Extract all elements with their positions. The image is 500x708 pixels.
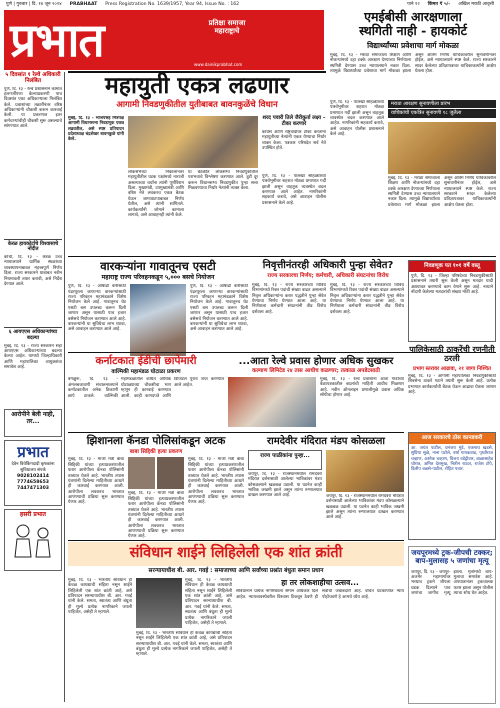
left-promo-logo: प्रभात bbox=[17, 442, 49, 461]
left-promo-sub: देवेन विवेकिंगदादी कृषकांना सुविधालय संपर्क bbox=[11, 462, 55, 473]
masthead bbox=[4, 10, 324, 70]
warkari-subhead: महाराष्ट्र राज्य परिवहनकडून ५,००० बसचे नियोजन bbox=[101, 273, 215, 281]
karnataka-body: बेंगळुरू, दि. १३ - अंमलबजावणी संचालनालयाने कर्नाटकातील अनेक ठिकाणी छापे टाकले. वाल्मिकी महामंडळातील कथित आर्थिक घोटाळ्याच्या चौकशीचा भाग म्हणून ही कारवाई करण्यात आली. काही कागदपत्रे आणि डिजिटल पुरावे जप्त करण्यात आले आहेत. bbox=[68, 377, 224, 399]
main-story bbox=[68, 74, 326, 111]
crowd-photo bbox=[388, 122, 496, 174]
accused-photo-2 bbox=[157, 457, 184, 489]
page-count: पाने १२ bbox=[407, 1, 420, 7]
bottom-subhead: सरन्यायाधीश बी. आर. गवई : समाजाच्या आणि सर्वांच्या प्रश्नांत बंधुता समान प्रधान bbox=[148, 568, 324, 574]
masthead-logo: प्रभात bbox=[10, 13, 104, 67]
right-box-1-body: पुणे, दि. १३ - जिल्हा परिषदेच्या निवडणुकीसाठी प्रशासनाने तयारी सुरू केली असून मतदार यादी अद्ययावत करण्याचे काम वेगाने सुरू आहे. नव्याने नोंदणी केलेल्या मतदारांची संख्या मोठी आहे. bbox=[411, 273, 493, 295]
left-quote: आरोपीने बेली नाही, तर... bbox=[11, 410, 55, 425]
top-bar bbox=[0, 0, 500, 9]
bottom-headline-band bbox=[68, 542, 404, 566]
main-extra-body: पुणे, दि. १३ - पालखी सोहळ्याच्या पार्श्वभूमीवर शहरात मोठ्या प्रमाणात गर्दी झाली असून वाहतूक व्यवस्थेत बदल करण्यात आले आहेत. नागरिकांनी सहकार्य करावे, असे आवाहन पोलीस प्रशासनाने केले आहे. bbox=[262, 174, 326, 206]
ramdev-caption: राज्य पाळीकांना पुन्हा... bbox=[248, 450, 322, 470]
issue-date: पुणे | गुरुवार | दि. १४ जून २०२४ bbox=[6, 1, 62, 7]
main-right-body: या बैठकीत लोकसभा निवडणुकीतील पराभवाचे विश्लेषण करण्यात आले. त्रुटी दूर करून विधानसभा निवडणुकीत पुन्हा सत्ता मिळवण्याचा निर्धार नेत्यांनी व्यक्त केला. bbox=[188, 170, 258, 192]
railway-headline: ...आता रेल्वे प्रवास होणार अधिक सुखकर bbox=[238, 356, 394, 367]
tribute-names: आ. जयंत पाटील, धनंजय मुंडे, एकनाथ खडसे, सुप्रिया सुळे, नाना पटोले, वर्षा गायकवाड, पृथ्वीराज चव्हाण, अशोक चव्हाण, विजय वडेट्टीवार, बाळासाहेब थोरात, अमित देशमुख, नितीन राऊत, राजेश टोपे, दिलीप वळसे-पाटील, रोहित पवार. bbox=[411, 445, 493, 473]
lead-headline-2: स्थगिती नाही - हायकोर्ट bbox=[359, 23, 467, 39]
karnataka-headline: कर्नाटकात ईडीची छापेमारी bbox=[95, 355, 197, 367]
police-body-2: मुंबई, दि. १३ - माजी मंत्री बाबा सिद्दिकी यांच्या हत्याप्रकरणातील फरार आरोपीला कॅनडा पोलिसांनी ताब्यात घेतले आहे. भारतीय तपास यंत्रणांनी दिलेल्या माहितीच्या आधारे ही कारवाई करण्यात आली. आरोपीला लवकरच भारतात आणण्याची प्रक्रिया सुरू करण्यात येणार आहे. bbox=[128, 491, 184, 540]
bottom-right-title: जयपूरमध्ये ट्रक-जीपची टक्कर; बाप-मुलासह ५ जणांचा मृत्यू bbox=[411, 548, 493, 566]
retired-body-2: मुंबई, दि. १३ - राज्य सरकारच्या विविध विभागांमध्ये रिक्त पदांची संख्या वाढत असल्याने निवृत्त अधिकाऱ्यांना करार पद्धतीने पुन्हा सेवेत घेण्याचा निर्णय घेण्यात आला आहे. या निर्णयाला कर्मचारी संघटनांनी तीव्र विरोध दर्शवला आहे. bbox=[330, 282, 404, 315]
left-promo-phone-1: 9028102414 bbox=[17, 474, 49, 480]
main-photo-caption: शरद पवारी तिले जैरीकुर्ता लक्ष्य – टीका करणारे bbox=[262, 115, 326, 127]
train-photo bbox=[228, 377, 316, 427]
accused-photo-1 bbox=[128, 457, 155, 489]
bullet-2: याचिकांची एकत्रित सुनावणी १८ जुलैला bbox=[388, 109, 496, 117]
ramdev-headline: रामदेवीर मंदिरात मंडप कोसळला bbox=[267, 436, 385, 447]
retired-story bbox=[252, 260, 404, 353]
lead-subhead: विद्यार्थ्यांच्या प्रवेशाचा मार्ग मोकळा bbox=[367, 40, 459, 50]
bottom-story-body bbox=[68, 578, 404, 704]
main-body: लोकसभेच्या निकालानंतर महायुतीतील घटक पक्षांमध्ये नाराजी असल्याच्या चर्चांना त्यांनी पूर्णविराम दिला. मुख्यमंत्री, उपमुख्यमंत्री आणि वरिष्ठ नेते लवकरच एकत्र बैठक घेऊन जागावाटपाबाबत निर्णय घेतील, असे त्यांनी सांगितले. कार्यकर्त्यांनी जोमाने कामाला लागावे, असे आवाहनही त्यांनी केले. bbox=[128, 170, 184, 218]
cartoon-drawing bbox=[7, 519, 57, 563]
lead-continued: मुंबई, दि. १३ - मराठा समाजाला शिक्षण आणि नोकऱ्यांमध्ये दहा टक्के आरक्षण देण्याच्या निर्णयाला स्थगिती देण्यास उच्च न्यायालयाने नकार दिला. त्यामुळे विद्यार्थ्यांच्या प्रवेशाचा मार्ग मोकळा झाला असून अंतिम निर्णय याचिकांवरील सुनावणीनंतर होईल, असे न्यायालयाने स्पष्ट केले. राज्य सरकारने सादर केलेल्या प्रतिज्ञापत्रावर याचिकाकर्त्यांनी आक्षेप घेतला होता. bbox=[388, 176, 496, 208]
ramdev-body-1: जयपूर, दि. १३ - राजस्थानमधील रामदेवरा मंदिरात दर्शनासाठी आलेल्या भाविकांवर मंडप कोसळल्याने खळबळ उडाली. या घटनेत काही भाविक जखमी झाले असून त्यांना रुग्णालयात दाखल करण्यात आले आहे. bbox=[248, 472, 322, 499]
railway-body: मुंबई, दि. १३ - रेल्वे प्रवाशांना आता गाडीच्या वेळापत्रकातील बदलांची माहिती आधीच मिळणार आहे. नवीन ऑनलाइन प्रणालीमुळे प्रवास अधिक सोयीचा होणार आहे. bbox=[320, 376, 404, 398]
left-promo-phone-2: 7774658653 bbox=[17, 479, 49, 485]
bottom-right-body: जयपूर, दि. १३ - जयपूर-अजमेर महामार्गावर भरधाव ट्रकने जीपला धडक दिल्याने पाच जणांचा जागीच मृत्यू झाला. मृतांमध्ये बाप-मुलाचा समावेश आहे. अपघातानंतर ट्रकचालक फरार झाला असून पोलीस त्याचा शोध घेत आहेत. bbox=[411, 569, 493, 596]
railway-subhead: कल्याण लिमिटेड २४ तास आधीच कळणार; तत्काळ अपडेटसाठी bbox=[252, 368, 380, 374]
main-intro-text: मुंबई, दि. १३ - भाजपसह मित्रपक्ष आगामी विधानसभा निवडणूक एकत्र लढवतील, असे स्पष्ट प्रतिपादन प्रदेशाध्यक्ष चंद्रशेखर बावनकुळे यांनी केले. bbox=[68, 116, 124, 143]
right-box-1 bbox=[408, 260, 496, 342]
ramdev-body-2: जयपूर, दि. १३ - राजस्थानमधील रामदेवरा मंदिरात दर्शनासाठी आलेल्या भाविकांवर मंडप कोसळल्याने खळबळ उडाली. या घटनेत काही भाविक जखमी झाले असून त्यांना रुग्णालयात दाखल करण्यात आले आहे. bbox=[326, 494, 404, 521]
karnataka-story bbox=[68, 356, 224, 441]
retired-subhead: राज्य सरकारचा निर्णय; कर्मचारी, अधिकारी संघटनांचा विरोध bbox=[267, 273, 389, 279]
left-story3-title: ६ आयएएस अधिकाऱ्यांच्या बदल्या bbox=[8, 329, 58, 341]
warkari-body-1: पुणे, दि. १३ - आषाढी वारीसाठी पंढरपूरला जाणाऱ्या वारकऱ्यांसाठी राज्य परिवहन महामंडळाने विशेष नियोजन केले आहे. गावातूनच थेट एसटी बस उपलब्ध करून दिली जाणार असून यासाठी पाच हजार बसेसचे नियोजन करण्यात आले आहे. वारकऱ्यांनी या सुविधेचा लाभ घ्यावा, असे आवाहन करण्यात आले आहे. bbox=[68, 284, 126, 333]
ramdev-story bbox=[248, 436, 404, 548]
main-photo bbox=[128, 116, 258, 168]
warkari-story bbox=[68, 260, 248, 356]
karnataka-subhead: वाल्मिकी महामंडळ घोटाळा प्रकरण bbox=[111, 368, 181, 375]
bottom-quote-title: हा तर लोकशाहीचा उत्सव... bbox=[281, 578, 359, 587]
paper-name-small: PRABHAAT bbox=[69, 1, 98, 7]
warkari-headline: वारकऱ्यांना गावातूनच एसटी bbox=[100, 259, 216, 273]
tribute-title: आज सरकारचे ठोस कानडकरी bbox=[409, 433, 495, 444]
masthead-website: www.dainikprabhat.com bbox=[194, 62, 243, 67]
bottom-body-3: मुंबई, दि. १३ - भारतीय संविधान ही केवळ कायद्याची संहिता नसून शाईने लिहिलेली एक शांत क्रांती आहे, असे प्रतिपादन सरन्यायाधीश बी. आर. गवई यांनी केले. समता, स्वातंत्र्य आणि बंधुता ही मूल्ये प्रत्येक नागरिकाने जपली पाहिजेत, असेही ते म्हणाले. bbox=[136, 631, 232, 658]
edition-label: अखिल मराठी आवृत्ती bbox=[458, 1, 494, 7]
main-photo-caption-body: काँग्रेस आणि राष्ट्रवादीवर टीका करताना महायुतीच्या नेत्यांनी एकत्र येण्याचा निर्धार व्यक्त केला. पत्रकार परिषदेत सर्व नेते उपस्थित होते. bbox=[262, 129, 326, 152]
bottom-body-2: मुंबई, दि. १३ - भारतीय संविधान ही केवळ कायद्याची संहिता नसून शाईने लिहिलेली एक शांत क्रांती आहे, असे प्रतिपादन सरन्यायाधीश बी. आर. गवई यांनी केले. समता, स्वातंत्र्य आणि बंधुता ही मूल्ये प्रत्येक नागरिकाने जपली पाहिजेत, असेही ते म्हणाले. bbox=[185, 578, 232, 626]
left-story2-title: केरळ हायकोर्टाचे विश्वासाचे नोंदीत bbox=[7, 240, 59, 253]
left-column bbox=[4, 72, 62, 571]
thackeray-box bbox=[408, 346, 496, 428]
police-story bbox=[68, 436, 244, 549]
thackeray-body: मुंबई, दि. १३ - आगामी महापालिका निवडणुकीसाठी शिवसेना ठाकरे गटाने तयारी सुरू केली आहे. प्रत्येक प्रभागात कार्यकर्त्यांची बैठक घेऊन आढावा घेतला जाणार आहे. bbox=[408, 374, 496, 396]
railway-story bbox=[228, 356, 404, 427]
bullet-1: मराठा आरक्षण सुनावणीला प्रारंभ bbox=[388, 100, 496, 108]
temple-photo bbox=[326, 450, 404, 492]
crowd-story-body: पुणे, दि. १३ - पालखी सोहळ्याच्या पार्श्वभूमीवर शहरात मोठ्या प्रमाणात गर्दी झाली असून वाहतूक व्यवस्थेत बदल करण्यात आले आहेत. नागरिकांनी सहकार्य करावे, असे आवाहन पोलीस प्रशासनाने केले आहे. bbox=[330, 100, 384, 138]
warkari-body-2: पुणे, दि. १३ - आषाढी वारीसाठी पंढरपूरला जाणाऱ्या वारकऱ्यांसाठी राज्य परिवहन महामंडळाने विशेष नियोजन केले आहे. गावातूनच थेट एसटी बस उपलब्ध करून दिली जाणार असून यासाठी पाच हजार बसेसचे नियोजन करण्यात आले आहे. वारकऱ्यांनी या सुविधेचा लाभ घ्यावा, असे आवाहन करण्यात आले आहे. bbox=[190, 284, 248, 333]
price: किंमत ₹ ५/- bbox=[427, 1, 451, 7]
police-subhead: बाबा सिद्दिकी हत्या प्रकरण bbox=[129, 448, 183, 455]
retired-body-1: मुंबई, दि. १३ - राज्य सरकारच्या विविध विभागांमध्ये रिक्त पदांची संख्या वाढत असल्याने निवृत्त अधिकाऱ्यांना करार पद्धतीने पुन्हा सेवेत घेण्याचा निर्णय घेण्यात आला आहे. या निर्णयाला कर्मचारी संघटनांनी तीव्र विरोध दर्शवला आहे. bbox=[252, 282, 326, 315]
left-promo-phone-3: 7447471303 bbox=[17, 485, 49, 491]
right-box-1-title: निवडणूक पत १०१ वर्षे वस्तू bbox=[409, 261, 495, 272]
police-body-1: मुंबई, दि. १३ - माजी मंत्री बाबा सिद्दिकी यांच्या हत्याप्रकरणातील फरार आरोपीला कॅनडा पोलिसांनी ताब्यात घेतले आहे. भारतीय तपास यंत्रणांनी दिलेल्या माहितीच्या आधारे ही कारवाई करण्यात आली. आरोपीला लवकरच भारतात आणण्याची प्रक्रिया सुरू करण्यात येणार आहे. bbox=[68, 457, 124, 506]
main-headline: महायुती एकत्र लढणार bbox=[105, 73, 289, 99]
lead-body: मुंबई, दि. १३ - मराठा समाजाला शिक्षण आणि नोकऱ्यांमध्ये दहा टक्के आरक्षण देण्याच्या निर्णयाला स्थगिती देण्यास उच्च न्यायालयाने नकार दिला. त्यामुळे विद्यार्थ्यांच्या प्रवेशाचा मार्ग मोकळा झाला असून अंतिम निर्णय याचिकांवरील सुनावणीनंतर होईल, असे न्यायालयाने स्पष्ट केले. राज्य सरकारने सादर केलेल्या प्रतिज्ञापत्रावर याचिकाकर्त्यांनी आक्षेप घेतला होता. bbox=[330, 53, 496, 75]
tribute-box bbox=[408, 432, 496, 540]
left-story1-title: ५ दिवसांत १ रेल्वे अधिकारी निलंबित bbox=[5, 72, 61, 85]
bottom-headline: संविधान शाईने लिहिलेली एक शांत क्रांती bbox=[129, 545, 343, 561]
masthead-tagline: प्रतिक्षा समाजा महाराष्ट्राचे bbox=[208, 19, 246, 35]
cji-photo bbox=[136, 578, 182, 628]
left-story1-body: पुणे, दि. १३ - रेल्वे प्रशासनाने कामात हलगर्जीपणा केल्याप्रकरणी पाच दिवसांत एका अधिकाऱ्याला निलंबित केले. प्रवाशांच्या तक्रारींनंतर वरिष्ठ अधिकाऱ्यांनी चौकशी करून कारवाई केली. या प्रकरणात इतर कर्मचाऱ्यांचीही चौकशी सुरू असल्याचे सांगण्यात आले. bbox=[4, 86, 62, 130]
left-story2-body: कोची, दि. १३ - केरळ उच्च न्यायालयाने धार्मिक स्थळांच्या व्यवस्थापनाबाबत महत्त्वपूर्ण निर्णय दिला. राज्य सरकारने याबाबत नवीन नियमावली तयार करावी, असे निर्देश देण्यात आले. bbox=[4, 255, 62, 287]
police-headline: झिशानला कॅनडा पोलिसांकडून अटक bbox=[86, 435, 226, 447]
police-body-3: मुंबई, दि. १३ - माजी मंत्री बाबा सिद्दिकी यांच्या हत्याप्रकरणातील फरार आरोपीला कॅनडा पोलिसांनी ताब्यात घेतले आहे. भारतीय तपास यंत्रणांनी दिलेल्या माहितीच्या आधारे ही कारवाई करण्यात आली. आरोपीला लवकरच भारतात आणण्याची प्रक्रिया सुरू करण्यात येणार आहे. bbox=[188, 457, 244, 506]
cartoon-title: हसरी प्रभात bbox=[20, 510, 46, 518]
registration-info: Press Registration No. 1639/1957, Year 94, Issue No. : 162 bbox=[105, 1, 240, 7]
thackeray-title: पालिकेसाठी ठाकरेंची रणनीती ठरली bbox=[409, 345, 495, 363]
bottom-body-1: मुंबई, दि. १३ - भारतीय संविधान ही केवळ कायद्याची संहिता नसून शाईने लिहिलेली एक शांत क्रांती आहे, असे प्रतिपादन सरन्यायाधीश बी. आर. गवई यांनी केले. समता, स्वातंत्र्य आणि बंधुता ही मूल्ये प्रत्येक नागरिकाने जपली पाहिजेत, असेही ते म्हणाले. bbox=[68, 578, 132, 616]
thackeray-subhead: प्रभाग स्तरावर आढावा, २१ जागा निश्चित bbox=[413, 365, 491, 372]
main-subhead: आगामी निवडणुकीतील युतीबाबत बावनकुळेंचे विधान bbox=[116, 100, 278, 111]
left-story3-body: मुंबई, दि. १३ - राज्य सरकारने सहा आयएएस अधिकाऱ्यांच्या बदल्या केल्या आहेत. यामध्ये जिल्हाधिकारी आणि महापालिका आयुक्तांचा समावेश आहे. bbox=[4, 343, 62, 371]
bottom-right-box bbox=[408, 546, 496, 704]
lead-headline-1: एमईबीसी आरक्षणाला bbox=[364, 9, 462, 24]
retired-headline: निवृत्तीनंतरही अधिकारी पुन्हा सेवेत? bbox=[262, 260, 394, 271]
main-photo-caption-box bbox=[262, 116, 326, 172]
warkari-bus-photo bbox=[130, 284, 186, 356]
main-intro bbox=[68, 116, 124, 251]
lead-story bbox=[330, 10, 496, 98]
bottom-quote-body: संविधानाने प्रत्येक नागरिकाला समान अधिकार दिले आहेत. न्यायव्यवस्थेवरील विश्वास टिकवून ठेवणे ही सर्वांची जबाबदारी आहे. वंचित घटकांपर्यंत न्याय पोहोचवणे हे आमचे ध्येय आहे. bbox=[236, 589, 404, 600]
